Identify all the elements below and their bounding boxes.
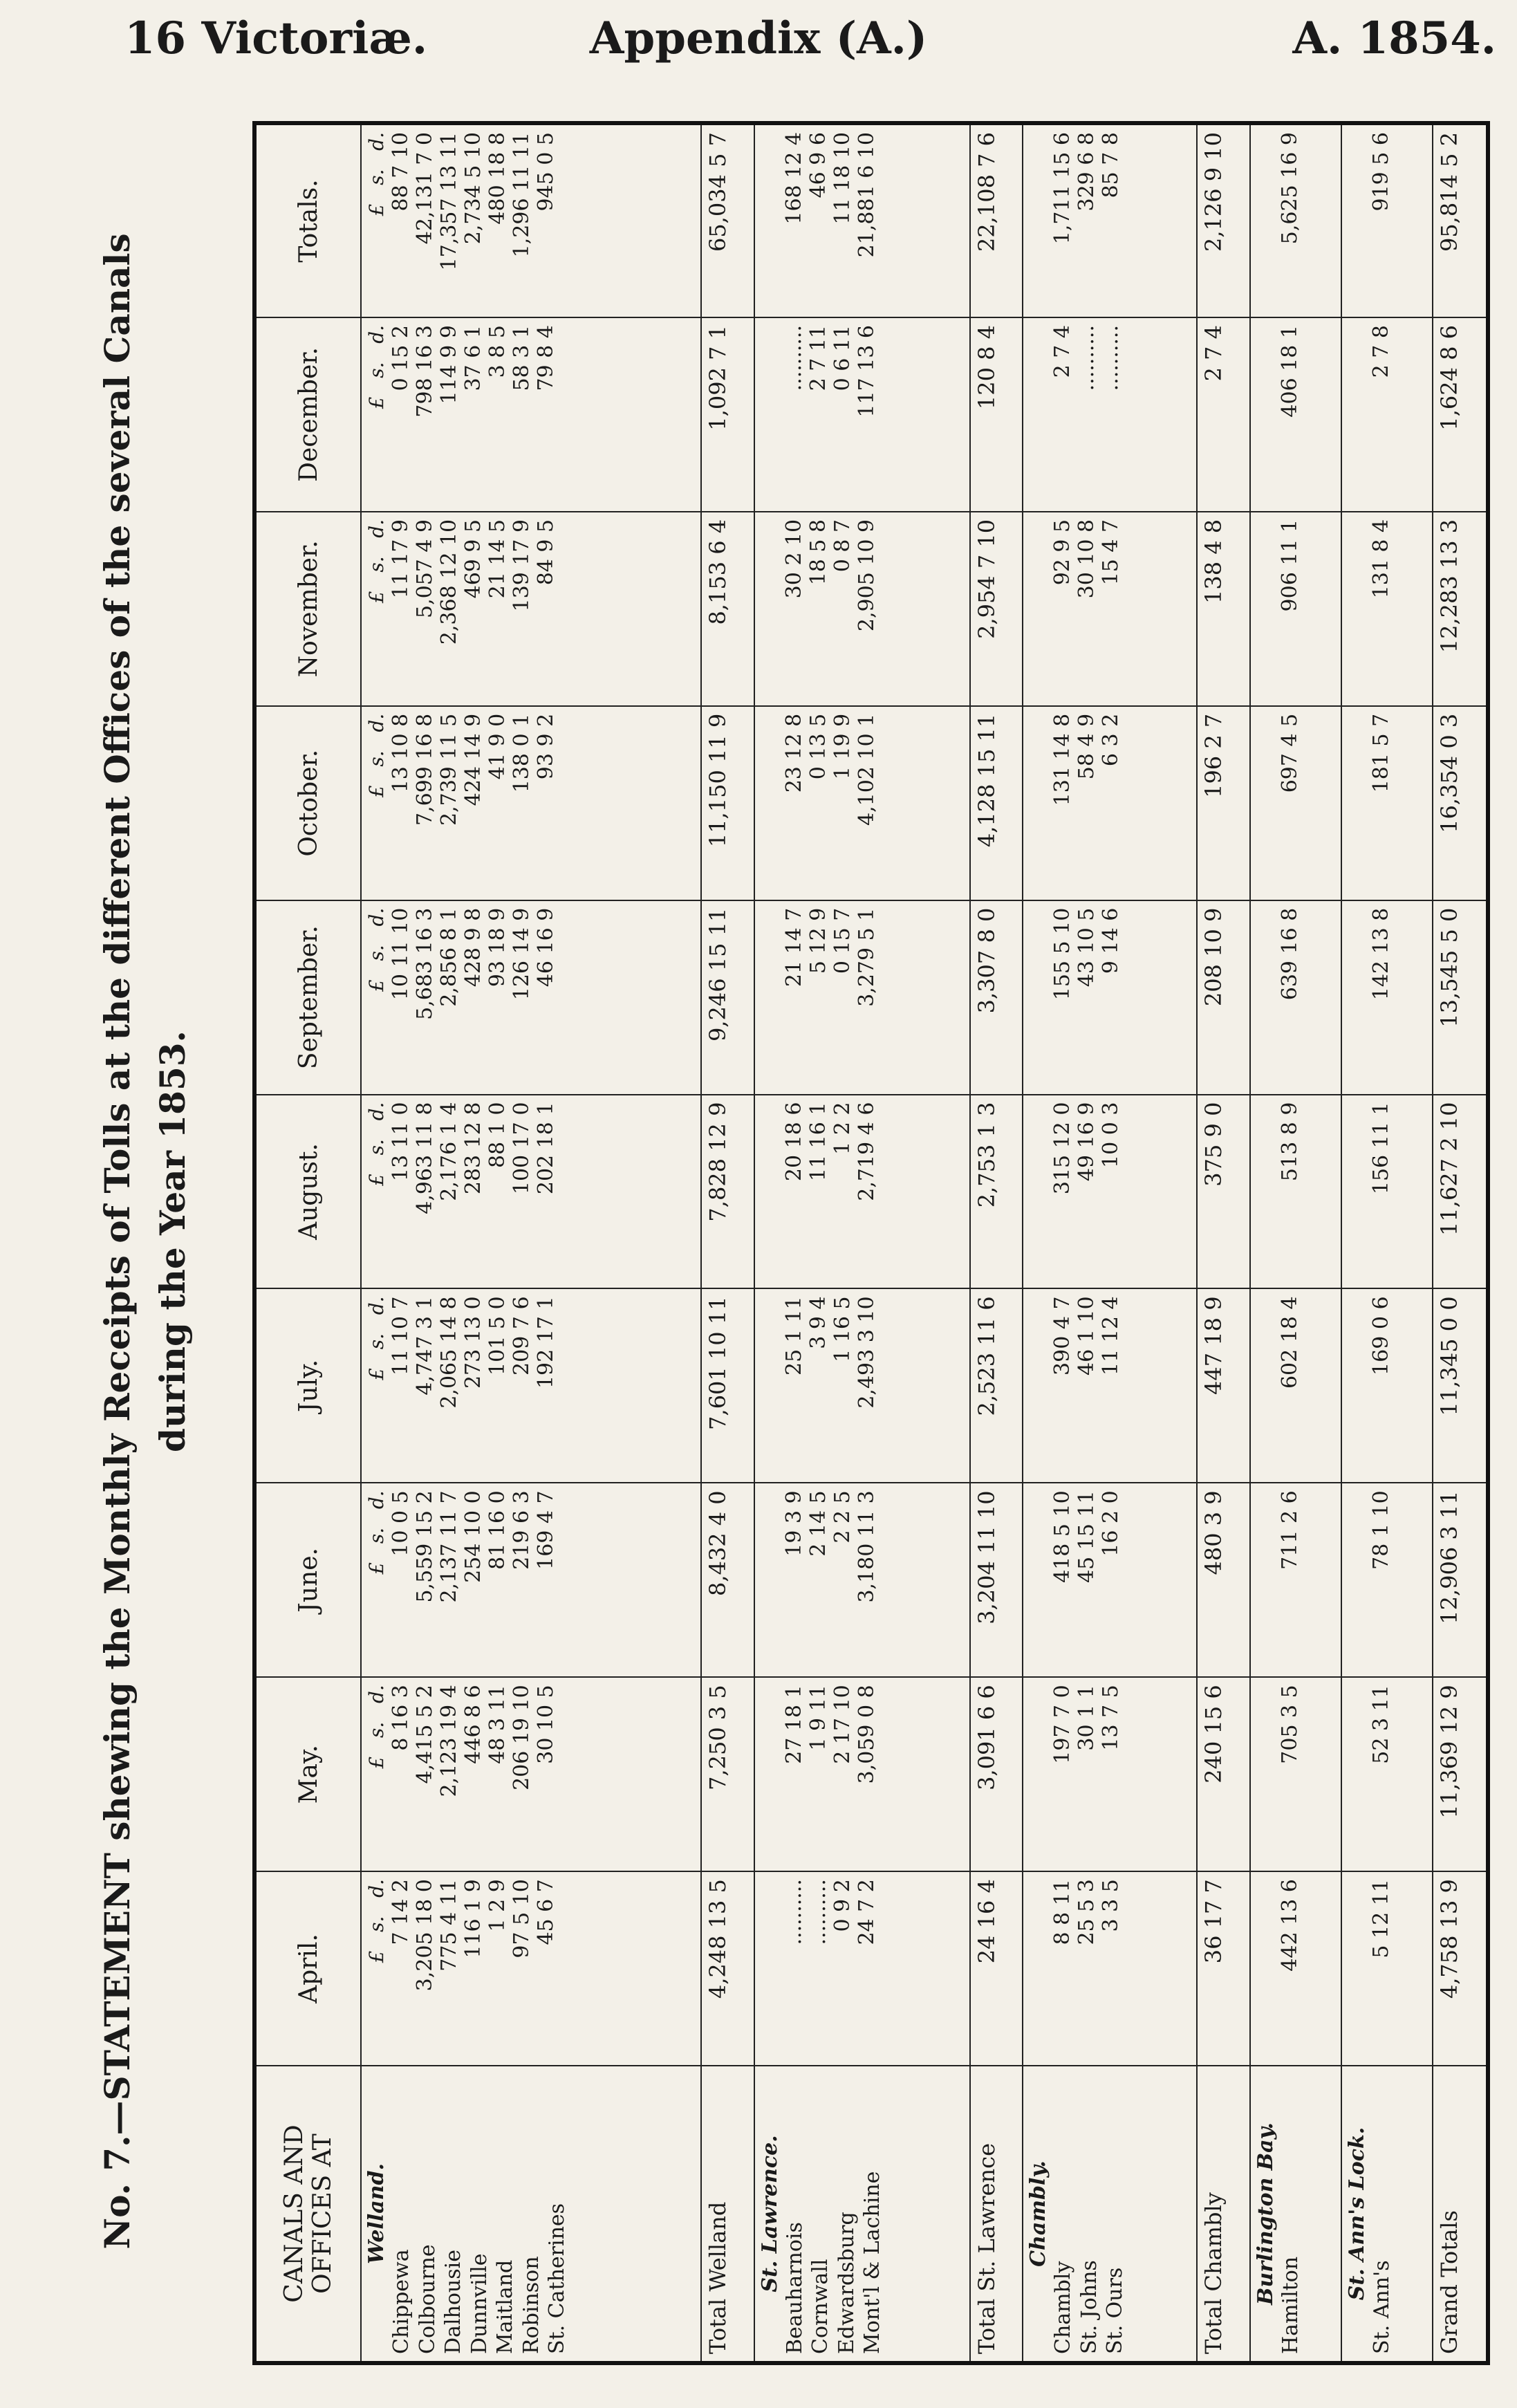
office-label: St. Ann's xyxy=(1369,2260,1394,2354)
cell-values: 30 2 10 18 5 8 0 8 7 2,905 10 9 xyxy=(781,519,879,632)
cell-values: 315 12 0 49 16 9 10 0 3 xyxy=(1050,1102,1124,1195)
total-cell: 447 18 9 xyxy=(1197,1288,1250,1483)
office-label: St. Ours xyxy=(1103,2267,1128,2354)
data-cell xyxy=(1250,1483,1341,1677)
row-label: Total St. Lawrence xyxy=(970,2066,1023,2363)
data-cell xyxy=(1023,900,1197,1095)
data-cell xyxy=(1250,1677,1341,1871)
cell-values: 602 18 4 xyxy=(1278,1296,1303,1389)
cell-values: 142 13 8 xyxy=(1368,907,1393,1001)
data-cell xyxy=(1341,900,1433,1095)
data-cell xyxy=(1341,123,1433,317)
cell-values: 0 15 2 798 16 3 114 9 9 37 6 1 3 8 5 58 3 1 79 8 4 xyxy=(389,324,558,418)
cell-values: 513 8 9 xyxy=(1278,1102,1303,1182)
office-label: Chambly xyxy=(1051,2261,1076,2354)
data-cell xyxy=(1250,1095,1341,1289)
office-label: Robinson xyxy=(519,2256,543,2354)
data-cell xyxy=(754,123,970,317)
cell-values: 88 7 10 42,131 7 0 17,357 13 11 2,734 5 10 480 18 8 1,296 11 11 945 0 5 xyxy=(389,132,558,271)
data-cell xyxy=(1023,123,1197,317)
cell-values: 919 5 6 xyxy=(1368,132,1393,212)
data-cell xyxy=(754,1288,970,1483)
cell-values: 197 7 0 30 1 1 13 7 5 xyxy=(1050,1685,1124,1764)
cell-values: 52 3 11 xyxy=(1368,1685,1393,1764)
total-cell: 138 4 8 xyxy=(1197,512,1250,706)
data-cell xyxy=(361,1677,701,1871)
cell-values: 19 3 9 2 14 5 2 2 5 3,180 11 3 xyxy=(781,1490,879,1603)
grand-total-cell: 95,814 5 2 xyxy=(1433,123,1488,317)
st-anns-labels xyxy=(1341,2066,1433,2363)
cell-values: 2 7 4 .......... .......... xyxy=(1050,324,1124,391)
burlington-labels xyxy=(1250,2066,1341,2363)
cell-values: .......... 2 7 11 0 6 11 117 13 6 xyxy=(781,324,879,418)
data-cell xyxy=(754,317,970,512)
cell-values: 92 9 5 30 10 8 15 4 7 xyxy=(1050,519,1124,599)
cell-values: 390 4 7 46 1 10 11 12 4 xyxy=(1050,1296,1124,1376)
cell-values: 2 7 8 xyxy=(1368,324,1393,378)
cell-values: 169 0 6 xyxy=(1368,1296,1393,1376)
data-cell xyxy=(1023,1288,1197,1483)
cell-values: 8 16 3 4,415 5 2 2,123 19 4 446 8 6 48 3 11 206 19 10 30 10 5 xyxy=(389,1685,558,1797)
total-cell: 22,108 7 6 xyxy=(970,123,1023,317)
st-lawrence-labels xyxy=(754,2066,970,2363)
month-header: October. xyxy=(254,706,361,900)
total-cell: 7,250 3 5 xyxy=(701,1677,754,1871)
welland-section xyxy=(361,123,701,2363)
cell-values: 442 13 6 xyxy=(1278,1879,1303,1972)
total-cell: 2,753 1 3 xyxy=(970,1095,1023,1289)
cell-values: 11 10 7 4,747 3 1 2,065 14 8 273 13 0 101 5 0 209 7 6 192 17 1 xyxy=(389,1296,558,1409)
data-cell xyxy=(1250,1288,1341,1483)
office-label: Chippewa xyxy=(389,2249,413,2354)
data-cell xyxy=(1250,706,1341,900)
office-label: Dalhousie xyxy=(441,2250,465,2354)
total-cell: 7,601 10 11 xyxy=(701,1288,754,1483)
data-cell xyxy=(754,1483,970,1677)
cell-values: 131 8 4 xyxy=(1368,519,1393,599)
total-cell: 480 3 9 xyxy=(1197,1483,1250,1677)
data-cell xyxy=(1341,512,1433,706)
total-cell: 2,954 7 10 xyxy=(970,512,1023,706)
month-header: April. xyxy=(254,1871,361,2066)
data-cell xyxy=(361,1288,701,1483)
units-label: £ s. d. xyxy=(365,519,388,604)
cell-values: 25 1 11 3 9 4 1 16 5 2,493 3 10 xyxy=(781,1296,879,1409)
total-cell: 4,248 13 5 xyxy=(701,1871,754,2066)
units-label: £ s. d. xyxy=(365,1490,388,1575)
total-cell: 3,091 6 6 xyxy=(970,1677,1023,1871)
cell-values: 181 5 7 xyxy=(1368,713,1393,793)
data-cell xyxy=(1250,512,1341,706)
data-cell xyxy=(754,1677,970,1871)
cell-values: 13 11 0 4,963 11 8 2,176 1 4 283 12 8 88 1 0 100 17 0 202 18 1 xyxy=(389,1102,558,1214)
data-cell xyxy=(1023,1677,1197,1871)
data-cell xyxy=(1023,1095,1197,1289)
total-cell: 36 17 7 xyxy=(1197,1871,1250,2066)
data-cell xyxy=(1023,1483,1197,1677)
grand-total-cell: 12,283 13 3 xyxy=(1433,512,1488,706)
office-label: St. Johns xyxy=(1077,2260,1101,2354)
grand-total-cell: 1,624 8 6 xyxy=(1433,317,1488,512)
data-cell xyxy=(754,1871,970,2066)
data-cell xyxy=(1250,900,1341,1095)
header-left: 16 Victoriæ. xyxy=(124,12,428,64)
label-column-header: CANALS AND OFFICES AT xyxy=(254,2066,361,2363)
section-title: Burlington Bay. xyxy=(1254,2122,1278,2305)
total-cell: 1,092 7 1 xyxy=(701,317,754,512)
cell-values: 10 0 5 5,559 15 2 2,137 11 7 254 10 0 81 16 0 219 6 3 169 4 7 xyxy=(389,1490,558,1603)
total-cell: 2 7 4 xyxy=(1197,317,1250,512)
data-cell xyxy=(1250,1871,1341,2066)
data-cell xyxy=(754,1095,970,1289)
total-st-lawrence-row xyxy=(970,123,1023,2363)
total-cell: 8,153 6 4 xyxy=(701,512,754,706)
office-label: Dunnville xyxy=(467,2253,492,2354)
units-label: £ s. d. xyxy=(365,1685,388,1769)
month-header: July. xyxy=(254,1288,361,1483)
cell-values: 697 4 5 xyxy=(1278,713,1303,793)
data-cell xyxy=(361,317,701,512)
total-cell: 240 15 6 xyxy=(1197,1677,1250,1871)
data-cell xyxy=(1023,512,1197,706)
grand-total-cell: 13,545 5 0 xyxy=(1433,900,1488,1095)
cell-values: 5,625 16 9 xyxy=(1278,132,1303,245)
units-label: £ s. d. xyxy=(365,907,388,992)
row-label: Grand Totals xyxy=(1433,2066,1488,2363)
data-cell xyxy=(1341,317,1433,512)
total-cell: 7,828 12 9 xyxy=(701,1095,754,1289)
st-lawrence-section xyxy=(754,123,970,2363)
grand-total-cell: 11,345 0 0 xyxy=(1433,1288,1488,1483)
total-cell: 2,523 11 6 xyxy=(970,1288,1023,1483)
chambly-labels xyxy=(1023,2066,1197,2363)
units-label: £ s. d. xyxy=(365,1296,388,1380)
data-cell xyxy=(361,1871,701,2066)
units-label: £ s. d. xyxy=(365,1879,388,1963)
cell-values: 78 1 10 xyxy=(1368,1490,1393,1570)
cell-values: 639 16 8 xyxy=(1278,907,1303,1001)
office-label: Hamilton xyxy=(1278,2256,1303,2354)
month-header: September. xyxy=(254,900,361,1095)
total-cell: 3,204 11 10 xyxy=(970,1483,1023,1677)
header-center: Appendix (A.) xyxy=(589,12,928,64)
units-label: £ s. d. xyxy=(365,1102,388,1186)
month-header: June. xyxy=(254,1483,361,1677)
cell-values: 20 18 6 11 16 1 1 2 2 2,719 4 6 xyxy=(781,1102,879,1201)
cell-values: 155 5 10 43 10 5 9 14 6 xyxy=(1050,907,1124,1001)
cell-values: .......... .......... 0 9 2 24 7 2 xyxy=(781,1879,879,1945)
total-cell: 3,307 8 0 xyxy=(970,900,1023,1095)
total-cell: 196 2 7 xyxy=(1197,706,1250,900)
header-right: A. 1854. xyxy=(1292,12,1496,64)
title-line-2: during the Year 1853. xyxy=(152,1030,193,1452)
data-cell xyxy=(1341,1095,1433,1289)
month-header: Totals. xyxy=(254,123,361,317)
grand-total-cell: 16,354 0 3 xyxy=(1433,706,1488,900)
cell-values: 711 2 6 xyxy=(1278,1490,1303,1570)
data-cell xyxy=(361,900,701,1095)
month-header: May. xyxy=(254,1677,361,1871)
cell-values: 906 11 1 xyxy=(1278,519,1303,612)
cell-values: 7 14 2 3,205 18 0 775 4 11 116 1 9 1 2 9 97 5 10 45 6 7 xyxy=(389,1879,558,1992)
month-header: August. xyxy=(254,1095,361,1289)
table-area xyxy=(252,121,1490,2365)
total-cell: 11,150 11 9 xyxy=(701,706,754,900)
data-cell xyxy=(1250,123,1341,317)
data-cell xyxy=(361,706,701,900)
office-label: Beauharnois xyxy=(782,2222,807,2354)
grand-total-cell: 12,906 3 11 xyxy=(1433,1483,1488,1677)
burlington-bay-row xyxy=(1250,123,1341,2363)
data-cell xyxy=(754,900,970,1095)
cell-values: 705 3 5 xyxy=(1278,1685,1303,1764)
units-label: £ s. d. xyxy=(365,324,388,409)
data-cell xyxy=(1023,317,1197,512)
month-header: November. xyxy=(254,512,361,706)
total-cell: 9,246 15 11 xyxy=(701,900,754,1095)
grand-total-cell: 11,627 2 10 xyxy=(1433,1095,1488,1289)
cell-values: 11 17 9 5,057 4 9 2,368 12 10 469 9 5 21 14 5 139 17 9 84 9 5 xyxy=(389,519,558,645)
row-label: Total Welland xyxy=(701,2066,754,2363)
header-row xyxy=(254,123,361,2363)
title-block xyxy=(90,124,270,2358)
total-chambly-row xyxy=(1197,123,1250,2363)
section-title: Welland. xyxy=(364,2163,389,2264)
data-cell xyxy=(361,512,701,706)
cell-values: 13 10 8 7,699 16 8 2,739 11 5 424 14 9 41 9 0 138 0 1 93 9 2 xyxy=(389,713,558,826)
tolls-table xyxy=(252,121,1490,2365)
data-cell xyxy=(754,512,970,706)
cell-values: 21 14 7 5 12 9 0 15 7 3,279 5 1 xyxy=(781,907,879,1007)
grand-totals-row xyxy=(1433,123,1488,2363)
total-cell: 24 16 4 xyxy=(970,1871,1023,2066)
section-title: St. Ann's Lock. xyxy=(1344,2127,1369,2301)
office-label: Colbourne xyxy=(415,2244,440,2354)
total-cell: 120 8 4 xyxy=(970,317,1023,512)
title-line-1: No. 7.—STATEMENT shewing the Monthly Receipts of Tolls at the different Offices of the several Canals xyxy=(97,233,138,2250)
grand-total-cell: 11,369 12 9 xyxy=(1433,1677,1488,1871)
data-cell xyxy=(1250,317,1341,512)
data-cell xyxy=(361,1483,701,1677)
total-cell: 65,034 5 7 xyxy=(701,123,754,317)
units-label: £ s. d. xyxy=(365,132,388,216)
cell-values: 23 12 8 0 13 5 1 19 9 4,102 10 1 xyxy=(781,713,879,826)
section-title: Chambly. xyxy=(1026,2160,1051,2267)
cell-values: 8 8 11 25 5 3 3 3 5 xyxy=(1050,1879,1124,1945)
chambly-section xyxy=(1023,123,1197,2363)
data-cell xyxy=(1341,1288,1433,1483)
cell-values: 1,711 15 6 329 6 8 85 7 8 xyxy=(1050,132,1124,245)
data-cell xyxy=(754,706,970,900)
cell-values: 406 18 1 xyxy=(1278,324,1303,418)
units-label: £ s. d. xyxy=(365,713,388,798)
total-welland-row xyxy=(701,123,754,2363)
grand-total-cell: 4,758 13 9 xyxy=(1433,1871,1488,2066)
row-label: Total Chambly xyxy=(1197,2066,1250,2363)
data-cell xyxy=(1341,1871,1433,2066)
data-cell xyxy=(361,123,701,317)
total-cell: 208 10 9 xyxy=(1197,900,1250,1095)
cell-values: 131 14 8 58 4 9 6 3 2 xyxy=(1050,713,1124,806)
welland-labels xyxy=(361,2066,701,2363)
data-cell xyxy=(361,1095,701,1289)
office-label: Maitland xyxy=(493,2259,517,2354)
office-label: St. Catherines xyxy=(545,2203,569,2354)
cell-values: 418 5 10 45 15 11 16 2 0 xyxy=(1050,1490,1124,1583)
total-cell: 2,126 9 10 xyxy=(1197,123,1250,317)
data-cell xyxy=(1341,1677,1433,1871)
cell-values: 27 18 1 1 9 11 2 17 10 3,059 0 8 xyxy=(781,1685,879,1784)
office-label: Edwardsburg xyxy=(834,2212,859,2354)
cell-values: 10 11 10 5,683 16 3 2,856 8 1 428 9 8 93 18 9 126 14 9 46 16 9 xyxy=(389,907,558,1020)
month-header: December. xyxy=(254,317,361,512)
data-cell xyxy=(1023,706,1197,900)
total-cell: 375 9 0 xyxy=(1197,1095,1250,1289)
total-cell: 4,128 15 11 xyxy=(970,706,1023,900)
data-cell xyxy=(1341,706,1433,900)
cell-values: 168 12 4 46 9 6 11 18 10 21,881 6 10 xyxy=(781,132,879,258)
cell-values: 156 11 1 xyxy=(1368,1102,1393,1195)
total-cell: 8,432 4 0 xyxy=(701,1483,754,1677)
section-title: St. Lawrence. xyxy=(757,2135,782,2293)
st-anns-row xyxy=(1341,123,1433,2363)
data-cell xyxy=(1341,1483,1433,1677)
cell-values: 5 12 11 xyxy=(1368,1879,1393,1958)
office-label: Mont'l & Lachine xyxy=(860,2171,885,2354)
office-label: Cornwall xyxy=(808,2259,833,2354)
data-cell xyxy=(1023,1871,1197,2066)
